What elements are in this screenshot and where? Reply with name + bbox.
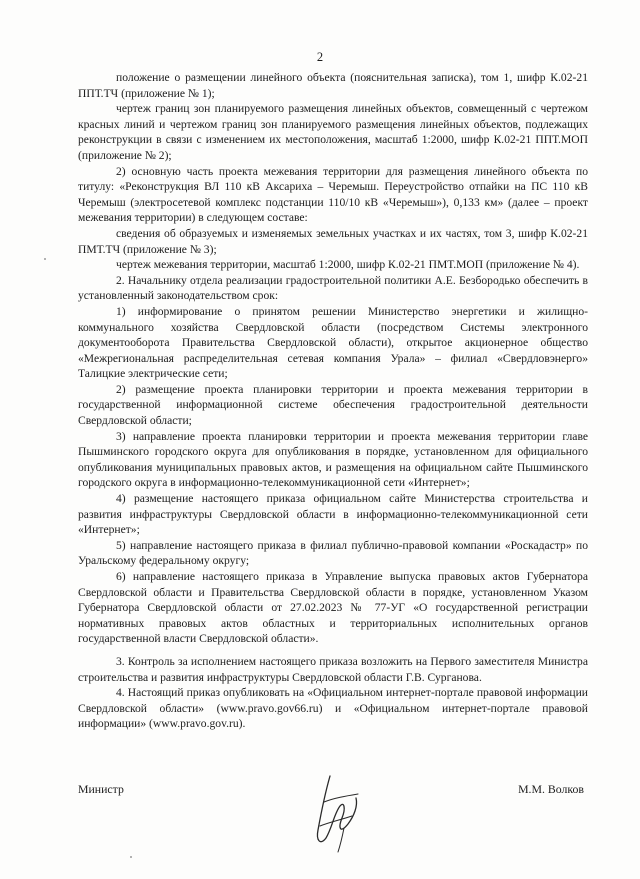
paragraph: чертеж межевания территории, масштаб 1:2000, шифр К.02-21 ПМТ.МОП (приложение № 4).: [116, 258, 580, 272]
signatory-name: М.М. Волков: [518, 782, 584, 796]
paragraph: 5) направление настоящего приказа в филиал публично-правовой компании «Роскадастр» по Уральскому федеральному округу;: [78, 538, 588, 568]
paragraph: 6) направление настоящего приказа в Управление выпуска правовых актов Губернатора Свердловской области и Правительства Свердловской области в порядке, установленном Указом Губернатора Свердловской области от 27.02.2023 № 77-УГ «О государственной регистрации нормативных правовых актов областных и территориальных исполнительных органов государственной власти Свердловской области».: [78, 570, 588, 646]
scan-speck: [130, 856, 132, 858]
page-number: 2: [316, 50, 324, 64]
paragraph: 3) направление проекта планировки территории и проекта межевания территории главе Пышминского городского округа для опубликования в порядке, установленном для официального опубликования муниципальных правовых актов, и размещения на официальном сайте Пышминского городского округа в информационно-телекоммуникационной сети «Интернет»;: [78, 429, 588, 490]
paragraph: 4) размещение настоящего приказа официальном сайте Министерства строительства и развития инфраструктуры Свердловской области в информационно-телекоммуникационной сети «Интернет»;: [78, 492, 588, 537]
scan-speck: [44, 258, 46, 260]
paragraph: 1) информирование о принятом решении Министерство энергетики и жилищно-коммунального хозяйства Свердловской области (посредством Системы электронного документооборота Правительства Свердловской области), открытое акционерное общество «Межрегиональная распределительная сетевая компания Урала» – филиал «Свердловэнерго» Талицкие электрические сети;: [78, 304, 588, 381]
paragraph: 2) основную часть проекта межевания территории для размещения линейного объекта по титулу: «Реконструкция ВЛ 110 кВ Аксариха – Черемыш. Переустройство отпайки на ПС 110 кВ Черемыш (электросетевой комплекс подстанции 110/10 кВ «Черемыш»), 0,133 км» (далее – проект межевания территории) в следующем составе:: [78, 164, 588, 225]
paragraph: чертеж границ зон планируемого размещения линейных объектов, совмещенный с чертежом красных линий и чертежом границ зон планируемого размещения линейных объектов, подлежащих реконструкции в связи с изменением их местоположения, масштаб 1:2000, шифр К.02-21 ППТ.МОП (приложение № 2);: [78, 102, 588, 162]
paragraph: 3. Контроль за исполнением настоящего приказа возложить на Первого заместителя Министра строительства и развития инфраструктуры Свердловской области Г.В. Сурганова.: [78, 654, 588, 684]
paragraph: 2) размещение проекта планировки территории и проекта межевания территории в государственной информационной системе обеспечения градостроительной деятельности Свердловской области;: [78, 382, 588, 428]
paragraph: положение о размещении линейного объекта (пояснительная записка), том 1, шифр К.02-21 ППТ.ТЧ (приложение № 1);: [78, 71, 588, 100]
document-body: [78, 70, 588, 732]
signatory-title: Министр: [78, 782, 124, 796]
paragraph: 2. Начальнику отдела реализации градостроительной политики А.Е. Безбородько обеспечить в установленный законодательством срок:: [78, 273, 588, 303]
paragraph: 4. Настоящий приказ опубликовать на «Официальном интернет-портале правовой информации Свердловской области» (www.pravo.gov66.ru) и «Официальном интернет-портале правовой информации» (www.pravo.gov.ru).: [78, 686, 588, 731]
paragraph: сведения об образуемых и изменяемых земельных участках и их частях, том 3, шифр К.02-21 ПМТ.ТЧ (приложение № 3);: [78, 226, 588, 256]
handwritten-signature: [300, 768, 380, 854]
